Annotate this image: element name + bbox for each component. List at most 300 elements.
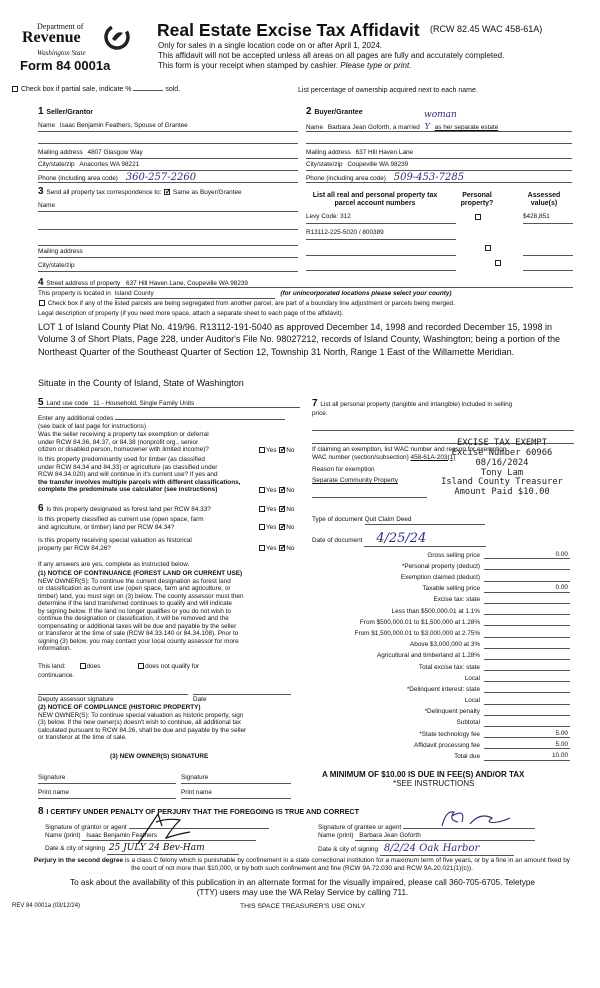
q-timber-line-1: Is this property predominantly used for timber (as classified	[38, 456, 205, 463]
q-timber-no[interactable]	[279, 487, 285, 493]
parcel-row-2	[306, 229, 456, 240]
segregated-label: Check box if any of the listed parcels are being segregated from another parcel, are part of a boundary line adjustment or parcels being merged.	[47, 300, 455, 307]
additional-codes-field[interactable]	[115, 419, 285, 420]
correspondence-row	[38, 186, 242, 198]
q-exemption-no[interactable]	[279, 447, 285, 453]
dept-line2: Revenue	[22, 29, 81, 46]
q-current-use-yes-label: Yes	[266, 524, 277, 531]
tax-row	[300, 615, 570, 626]
notice-compliance-line-1: NEW OWNER(S): To continue special valuation as historic property, sign	[38, 711, 244, 719]
q-timber-line-2: under RCW 84.34 and 84.33) or agriculture (as classified under	[38, 463, 218, 471]
seller-city-row	[38, 161, 298, 171]
tax-row	[300, 638, 570, 649]
tax-row	[300, 593, 570, 604]
dept-line1: Department of	[37, 22, 84, 31]
notice-continuance-line-8: or transferor at the time of sale (RCW 84.33.140 or 84.34.108). Prior to	[38, 630, 239, 638]
buyer-city-label: City/state/zip	[306, 161, 343, 168]
street-field[interactable]: 637 Hill Haven Lane, Coupeville WA 98239	[126, 280, 248, 287]
tax-row-label: Taxable selling price	[422, 585, 480, 593]
section-8-number: 8	[38, 806, 47, 817]
wac-number-field[interactable]: 458-61A-203(1)	[410, 453, 456, 461]
section-3-number: 3	[38, 186, 47, 197]
q-timber-line-3: RCW 84.34.020) and will continue in it's current use? If yes and	[38, 471, 218, 479]
perjury-text	[32, 857, 572, 872]
q-current-use-yes[interactable]	[259, 524, 265, 530]
q-current-use-no-label: No	[286, 524, 295, 531]
parcel-number-field[interactable]: R13112-225-5020 / 800389	[306, 229, 384, 236]
buyer-name-label: Name	[306, 124, 324, 131]
tax-row-label: Local	[464, 697, 480, 705]
assessed-value-field[interactable]: $428,851	[523, 213, 550, 220]
this-land-row	[38, 663, 199, 671]
form-title: Real Estate Excise Tax Affidavit	[157, 20, 420, 40]
buyer-city-field[interactable]: Coupeville WA 98239	[347, 161, 409, 168]
tax-row-value[interactable]	[484, 692, 570, 693]
owner-print-1[interactable]	[38, 789, 176, 799]
ask-line-1: To ask about the availability of this publication in an alternate format for the visually impaired, please call 360-705-6705. Teletype	[70, 878, 535, 887]
q-current-use-line-2: and agriculture, or timber) land per RCW 84.34?	[38, 523, 175, 531]
treasurer-stamp	[437, 439, 567, 498]
buyer-phone-label: Phone (including area code)	[306, 175, 386, 182]
tax-row-label: *Delinquent penalty	[424, 708, 480, 716]
dor-logo	[14, 18, 134, 73]
doc-type-label: Type of document	[312, 516, 363, 523]
buyer-name-field[interactable]: Barbara Jean Goforth, a married	[327, 124, 420, 131]
tax-row-value[interactable]	[484, 659, 570, 660]
q-historic-line-1: Is this property receiving special valuation as historical	[38, 537, 192, 544]
reason-label: Reason for exemption	[312, 466, 375, 473]
grantee-signature	[436, 806, 516, 832]
buyer-name-extra-line[interactable]	[306, 136, 572, 144]
segregated-row	[38, 300, 455, 308]
seller-name-field[interactable]: Isaac Benjamin Feathers, Spouse of Grantee	[59, 122, 188, 129]
notice-compliance-line-3: calculated pursuant to RCW 84.26, shall be due and payable by the seller	[38, 726, 247, 734]
assessed-head-1: Assessed	[527, 192, 561, 199]
tax-row-label: *State technology fee	[419, 730, 480, 738]
correspondence-city-label: City/state/zip	[38, 262, 75, 269]
seller-phone-row	[38, 172, 298, 183]
q-timber-no-label: No	[286, 487, 295, 494]
seller-phone-field[interactable]: 360-257-2260	[125, 172, 197, 183]
notice-continuance-line-3: timber) land, you must sign on (3) below. The county assessor must then	[38, 592, 244, 600]
minimum-due: A MINIMUM OF $10.00 IS DUE IN FEE(S) AND/OR TAX	[322, 770, 525, 779]
personal-column-header	[455, 192, 499, 209]
seller-mail-field[interactable]: 4807 Glasgow Way	[87, 149, 143, 156]
q-timber	[38, 456, 240, 494]
personal-head-1: Personal	[462, 192, 492, 199]
q-forest-yes[interactable]	[259, 506, 265, 512]
stamp-line-1: EXCISE TAX EXEMPT	[456, 438, 548, 448]
perjury-body: is a class C felony which is punishable by confinement in a state correctional institution for a maximum term of five years, or by a fine in an amount fixed by the court of not more than $10,000, or by both such confinement and fine (RCW 9A.72.030 and RCW 9A.20.021(1)(c)).	[123, 857, 571, 872]
additional-codes-note: (see back of last page for instructions)	[38, 423, 146, 430]
grantor-name-label: Name (print)	[45, 832, 81, 839]
correspondence-label: Send all property tax correspondence to:	[46, 189, 162, 196]
seller-mail-row	[38, 149, 298, 159]
reason-line-2[interactable]	[312, 490, 427, 498]
q-forest-yes-label: Yes	[266, 506, 277, 513]
unincorporated-note: (for unincorporated locations please select your county)	[280, 290, 452, 297]
notice-continuance-line-2: or classification as current use (open space, farm and agriculture, or	[38, 585, 231, 593]
q-current-use-line-1: Is this property classified as current use (open space, farm	[38, 516, 204, 523]
personal-checkbox-3[interactable]	[485, 245, 491, 251]
notice-continuance-line-7: compensating or additional taxes will be due and payable by the seller	[38, 622, 237, 630]
q-exemption	[38, 431, 209, 454]
situate-text: Situate in the County of Island, State of Washington	[38, 378, 244, 388]
buyer-name-tail: as her separate estate	[434, 124, 499, 131]
land-use-row	[38, 397, 300, 408]
correspondence-city-row	[38, 262, 298, 272]
certify-row	[38, 806, 359, 818]
tax-row-value[interactable]	[484, 581, 570, 582]
dept-line3: Washington State	[37, 49, 86, 57]
tax-row-value[interactable]	[484, 726, 570, 727]
tax-row	[300, 548, 570, 559]
certify-heading: I CERTIFY UNDER PENALTY OF PERJURY THAT THE FOREGOING IS TRUE AND CORRECT	[46, 807, 360, 816]
q-historic-yes-label: Yes	[266, 545, 277, 552]
grantee-name-row	[318, 832, 535, 841]
notice-continuance-line-1: NEW OWNER(S): To continue the current designation as forest land	[38, 577, 231, 585]
buyer-name-handwritten-woman: woman	[424, 110, 457, 120]
stamp-line-4: Tony Lam	[480, 467, 524, 478]
tax-row-label: Total due	[454, 753, 480, 761]
correspondence-name-label: Name	[38, 202, 56, 209]
q-forest	[38, 503, 211, 515]
tax-row-value[interactable]	[484, 637, 570, 638]
correspondence-mail-label: Mailing address	[38, 248, 83, 255]
form-rcw: (RCW 82.45 WAC 458-61A)	[430, 24, 543, 34]
tax-row	[300, 570, 570, 581]
perjury-bold: Perjury in the second degree	[33, 857, 124, 864]
parcel-row-1	[306, 213, 456, 224]
tax-row	[300, 682, 570, 693]
parcel-levy-field[interactable]: Levy Code: 312	[306, 213, 351, 220]
q-forest-no[interactable]	[279, 506, 285, 512]
deputy-signature-label: Deputy assessor signature	[38, 696, 114, 703]
tax-row-label: Affidavit processing fee	[414, 741, 480, 749]
notice-continuance-line-4: determine if the land transferred continues to qualify and will indicate	[38, 600, 232, 608]
doc-type-field[interactable]: Quit Claim Deed	[365, 516, 485, 525]
q-forest-label: Is this property designated as forest land per RCW 84.33?	[46, 506, 211, 513]
q-historic-line-2: property per RCW 84.26?	[38, 544, 111, 552]
grantee-date-field[interactable]: 8/2/24 Oak Harbor	[380, 843, 514, 856]
see-instructions: *SEE INSTRUCTIONS	[393, 779, 475, 788]
tax-row-value[interactable]	[484, 670, 570, 671]
notice-compliance-line-2: (3) below. If the new owner(s) doesn't wish to continue, all additional tax	[38, 719, 241, 727]
reason-field[interactable]: Separate Community Property	[312, 477, 398, 484]
additional-codes-label: Enter any additional codes	[38, 415, 114, 422]
tax-row-label: From $500,000.01 to $1,500,000 at 1.28%	[359, 618, 480, 626]
partial-sale-checkbox[interactable]	[12, 86, 18, 92]
parcel-row-4[interactable]	[306, 263, 456, 271]
notice-continuance-line-5: by signing below. If the land no longer qualifies or you do not wish to	[38, 607, 231, 615]
owner-signature-1[interactable]	[38, 774, 176, 784]
tax-row-value[interactable]: 0.00	[484, 584, 570, 593]
tax-row-value[interactable]: 0.00	[484, 551, 570, 560]
tax-row	[300, 727, 570, 738]
tax-row-value[interactable]	[484, 569, 570, 570]
notice-continuance-line-10: information.	[38, 645, 72, 653]
seller-phone-label: Phone (including area code)	[38, 175, 118, 182]
land-use-label: Land use code	[46, 400, 89, 407]
tax-row	[300, 582, 570, 593]
q-exemption-yes-label: Yes	[266, 447, 277, 454]
additional-codes-row	[38, 415, 285, 423]
notice-continuance-head: (1) NOTICE OF CONTINUANCE (FOREST LAND OR CURRENT USE)	[38, 570, 243, 577]
seller-heading: Seller/Grantor	[46, 109, 94, 116]
owner-print-2[interactable]	[181, 789, 291, 799]
tax-row-label: Local	[464, 674, 480, 682]
owner-print-2-label: Print name	[181, 789, 212, 796]
stamp-line-3: 08/16/2024	[475, 457, 529, 468]
wac-line-1: If claiming an exemption, list WAC number and reason for exemption.	[312, 446, 509, 453]
street-label: Street address of property	[46, 280, 121, 287]
tax-row-value[interactable]	[484, 648, 570, 649]
segregated-checkbox[interactable]	[39, 300, 45, 306]
doc-type-row	[312, 516, 485, 525]
owner-print-1-label: Print name	[38, 789, 69, 796]
buyer-phone-row	[306, 172, 572, 183]
buyer-name-handwritten-caret: Y	[424, 122, 430, 131]
section-1-number: 1	[38, 106, 47, 117]
tax-row-label: Subtotal	[456, 719, 480, 727]
q-current-use-no[interactable]	[279, 524, 285, 530]
grantor-signature	[128, 808, 198, 848]
county-select[interactable]: Island County	[115, 290, 275, 299]
buyer-mail-row	[306, 149, 572, 159]
deputy-date-line[interactable]	[193, 688, 291, 695]
treasurer-use-label: THIS SPACE TREASURER'S USE ONLY	[240, 903, 366, 910]
tax-row	[300, 705, 570, 716]
tax-row	[300, 749, 570, 760]
new-owner-signature-head: (3) NEW OWNER(S) SIGNATURE	[110, 753, 209, 760]
buyer-mail-field[interactable]: 637 Hill Haven Lane	[355, 149, 414, 156]
assessed-head-2: value(s)	[530, 200, 558, 208]
dor-logo-icon	[104, 24, 130, 50]
personal-head-2: property?	[460, 200, 494, 208]
tax-row-value[interactable]	[484, 704, 570, 705]
located-row	[38, 290, 452, 299]
q-exemption-no-label: No	[286, 447, 295, 454]
parcel-head-2: parcel account numbers	[334, 200, 416, 208]
q-timber-line-5: complete the predominate use calculator (see instructions)	[38, 486, 218, 494]
q-historic-no-label: No	[286, 545, 295, 552]
assessed-row-1	[523, 213, 573, 224]
owner-signature-1-label: Signature	[38, 774, 66, 781]
seller-name-label: Name	[38, 122, 56, 129]
tax-row-value[interactable]	[484, 681, 570, 682]
grantor-signature-label: Signature of grantor or agent	[45, 824, 127, 831]
personal-property-line-1: List all personal property (tangible and intangible) included in selling	[320, 401, 513, 408]
tax-row-label: Agricultural and timberland at 1.28%	[376, 652, 480, 660]
notice-compliance-line-4: or transferor at the time of sale.	[38, 734, 127, 742]
grantor-date-field[interactable]: 25 JULY 24 Bev-Ham	[107, 843, 239, 855]
q-historic-answer	[258, 545, 294, 553]
subtitle-3-italic: Please type or print.	[340, 61, 412, 70]
subtitle-3-text: This form is your receipt when stamped by cashier.	[158, 61, 341, 70]
grantor-date-label: Date & city of signing	[45, 845, 106, 852]
buyer-city-row	[306, 161, 572, 171]
notice-compliance	[38, 704, 246, 742]
form-number: Form 84 0001a	[20, 58, 111, 73]
tax-row	[300, 716, 570, 727]
located-label: This property is located in	[38, 290, 111, 297]
tax-row	[300, 649, 570, 660]
grantee-date-row	[318, 843, 514, 856]
land-not-qualify-checkbox[interactable]	[138, 663, 144, 669]
assessed-row-3[interactable]	[523, 248, 573, 256]
buyer-heading: Buyer/Grantee	[314, 109, 363, 116]
q-exemption-line-2: under RCW 84.36, 84.37, or 84.38 (nonprofit org., senior	[38, 438, 199, 446]
subtitle-2: This affidavit will not be accepted unless all areas on all pages are fully and accurately completed.	[158, 51, 505, 60]
seller-name-extra-line[interactable]	[38, 136, 298, 144]
q-timber-answer	[258, 487, 294, 495]
owner-signature-2-label: Signature	[181, 774, 209, 781]
seller-name-row	[38, 122, 298, 132]
grantee-name-label: Name (print)	[318, 832, 354, 839]
section-7-number: 7	[312, 398, 321, 409]
tax-row-label: Above $3,000,000 at 3%	[410, 641, 480, 649]
notice-continuance	[38, 570, 244, 653]
stamp-line-5: Island County Treasurer	[441, 477, 563, 488]
ownership-note: List percentage of ownership acquired next to each name.	[298, 87, 478, 94]
partial-sale-label: Check box if partial sale, indicate %	[20, 86, 132, 93]
q-current-use-answer	[258, 524, 294, 532]
tax-row-label: *Personal property (deduct)	[401, 562, 480, 570]
same-as-buyer-checkbox[interactable]	[164, 189, 170, 195]
doc-date-row	[312, 531, 486, 547]
tax-row-value[interactable]	[484, 614, 570, 615]
q-historic-yes[interactable]	[259, 545, 265, 551]
subtitle-3	[158, 61, 411, 70]
buyer-mail-label: Mailing address	[306, 149, 351, 156]
owner-signature-2[interactable]	[181, 774, 291, 784]
ask-line-2: (TTY) users may use the WA Relay Service by calling 711.	[196, 888, 409, 897]
correspondence-line-2[interactable]	[38, 222, 298, 230]
q-timber-line-4: the transfer involves multiple parcels with different classifications,	[38, 478, 241, 486]
tax-row-label: Excise tax: state	[433, 596, 480, 604]
notice-compliance-head: (2) NOTICE OF COMPLIANCE (HISTORIC PROPERTY)	[38, 704, 201, 711]
tax-row	[300, 738, 570, 749]
q-current-use	[38, 516, 204, 531]
tax-row	[300, 693, 570, 704]
q-timber-yes-label: Yes	[266, 487, 277, 494]
partial-sale-row	[11, 86, 180, 94]
tax-row-value[interactable]: 5.00	[484, 741, 570, 750]
tax-row	[300, 604, 570, 615]
correspondence-mail-row	[38, 248, 298, 258]
seller-city-label: City/state/zip	[38, 161, 75, 168]
tax-row-value[interactable]: 5.00	[484, 730, 570, 739]
doc-date-label: Date of document	[312, 537, 363, 544]
buyer-name-row	[306, 122, 572, 132]
this-land-label: This land:	[38, 663, 66, 670]
wac-line-2: WAC number (section/subsection)	[312, 453, 409, 461]
q-timber-yes[interactable]	[259, 487, 265, 493]
land-not-qualify-label: does not qualify for	[145, 663, 200, 670]
notice-continuance-line-9: signing (3) below, you may contact your local county assessor for more	[38, 637, 239, 645]
q-exemption-answer	[258, 447, 294, 455]
seller-city-field[interactable]: Anacortes WA 98221	[79, 161, 140, 168]
tax-row-value[interactable]: 10.00	[484, 752, 570, 761]
partial-percent-field[interactable]	[133, 90, 163, 91]
personal-property-note	[312, 398, 512, 417]
parcel-head-1: List all real and personal property tax	[312, 192, 438, 199]
grantee-name-field[interactable]: Barbara Jean Goforth	[355, 832, 535, 841]
section-2-number: 2	[306, 106, 315, 117]
grantor-name-field[interactable]: Isaac Benjamin Feathers	[82, 832, 256, 841]
q-exemption-yes[interactable]	[259, 447, 265, 453]
deputy-signature-line[interactable]	[38, 688, 188, 695]
tax-row-label: *Delinquent interest: state	[406, 685, 480, 693]
partial-sold-label: sold.	[165, 86, 181, 93]
personal-property-line-a[interactable]	[312, 423, 574, 431]
q-exemption-line-3: citizen or disabled person, homeowner with limited income)?	[38, 446, 209, 454]
stamp-line-2: Excise Number 60966	[451, 447, 553, 458]
parcel-row-3[interactable]	[306, 248, 456, 256]
tax-row-value[interactable]	[484, 715, 570, 716]
deputy-date-label: Date	[193, 696, 207, 703]
assessed-column-header	[517, 192, 571, 209]
tax-row-label: Exemption claimed (deduct)	[400, 574, 480, 582]
assessed-row-4[interactable]	[523, 263, 573, 271]
q-historic-no[interactable]	[279, 545, 285, 551]
section-4-number: 4	[38, 277, 47, 288]
grantee-date-label: Date & city of signing	[318, 846, 379, 853]
notice-continuance-line-6: continue the designation or classification, it will be removed and the	[38, 615, 229, 623]
correspondence-line-3[interactable]	[38, 238, 298, 246]
tax-row	[300, 671, 570, 682]
revision-label: REV 84 0001a (03/12/24)	[12, 903, 81, 909]
section-6-number: 6	[38, 503, 47, 514]
land-does-label: does	[86, 663, 101, 670]
tax-row	[300, 626, 570, 637]
same-as-buyer-label: Same as Buyer/Grantee	[173, 189, 242, 196]
grantee-signature-label: Signature of grantee or agent	[318, 824, 402, 831]
personal-checkbox-4[interactable]	[495, 260, 501, 266]
tax-row	[300, 559, 570, 570]
q-forest-answer	[258, 506, 294, 514]
street-address-row	[38, 277, 573, 288]
legal-label: Legal description of property (if you need more space, attach a separate sheet to each page of the affidavit).	[38, 310, 344, 317]
answers-note: If any answers are yes, complete as instructed below.	[38, 561, 190, 568]
tax-row-value[interactable]	[484, 603, 570, 604]
tax-row-label: Total excise tax: state	[418, 663, 480, 671]
tax-row-label: From $1,500,000.01 to $3,000,000 at 2.75%	[354, 629, 480, 637]
personal-property-line-2: price.	[312, 409, 328, 417]
stamp-line-6: Amount Paid $10.00	[454, 487, 550, 498]
tax-row-label: Gross selling price	[427, 551, 480, 559]
tax-row	[300, 660, 570, 671]
land-use-field[interactable]: 11 - Household, Single Family Units	[93, 400, 195, 407]
tax-row-label: Less than $500,000.01 at 1.1%	[391, 607, 480, 615]
q-exemption-line-1: Was the seller receiving a property tax exemption or deferral	[38, 431, 209, 438]
tax-table	[300, 548, 570, 761]
buyer-phone-field[interactable]: 509-453-7285	[393, 172, 465, 183]
personal-checkbox-1[interactable]	[475, 214, 481, 220]
seller-mail-label: Mailing address	[38, 149, 83, 156]
q-historic	[38, 537, 192, 552]
q-forest-no-label: No	[286, 506, 295, 513]
land-does-checkbox[interactable]	[80, 663, 86, 669]
correspondence-name-row	[38, 202, 298, 212]
subtitle-1: Only for sales in a single location code on or after April 1, 2024.	[158, 41, 383, 50]
continuance-label: continuance.	[38, 672, 75, 679]
section-5-number: 5	[38, 397, 47, 408]
legal-description[interactable]: LOT 1 of Island County Plat No. 419/96. R13112-191-5040 as approved December 14, 1998 and recorded December 15, 1998 in Volume 3 of Short Plats, Page 228, under Auditor's File No. 98027212, records of Island County, Washington; being a portion of the Northeast Quarter of the Southeast Quarter of Section 12, Township 31 North, Range 1 East of the Willamette Meridian.	[38, 322, 561, 357]
doc-date-field[interactable]: 4/25/24	[364, 531, 486, 547]
tax-row-value[interactable]	[484, 625, 570, 626]
parcel-column-header	[308, 192, 442, 209]
